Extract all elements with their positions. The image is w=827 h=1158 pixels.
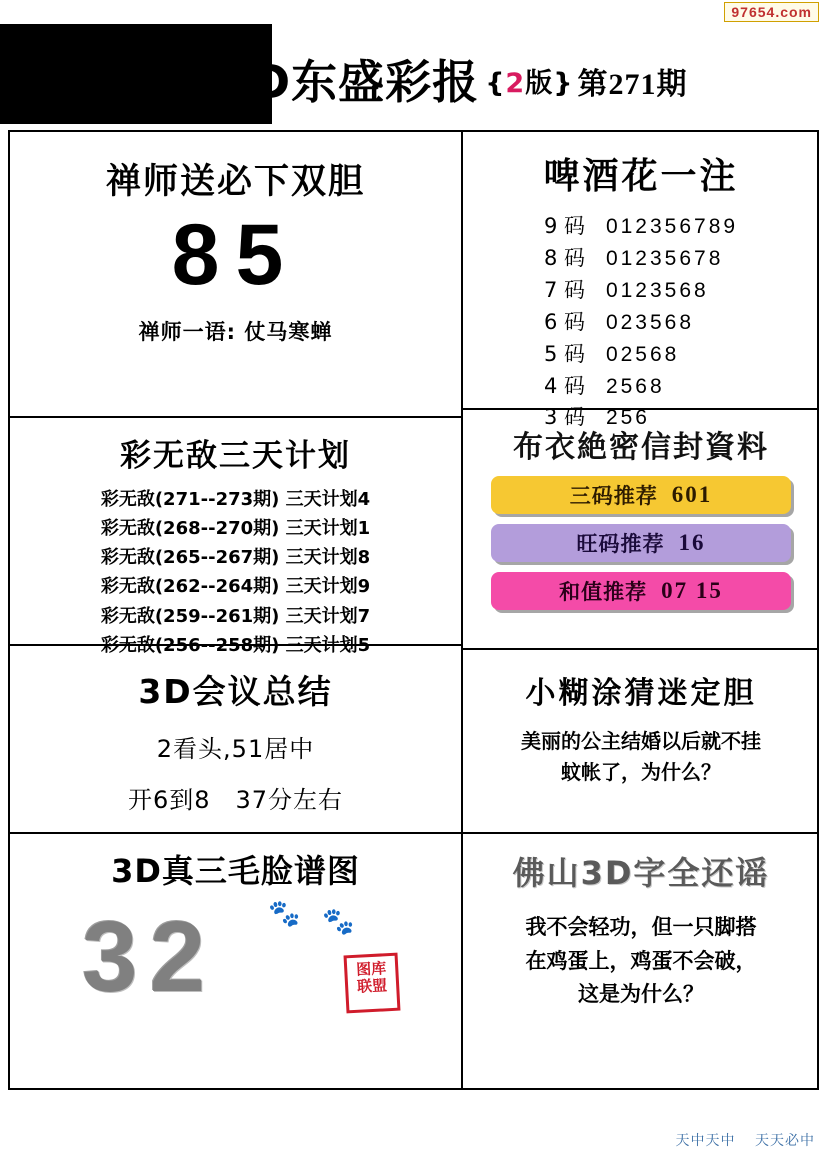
envelope-title: 布衣絶密信封資料 — [513, 430, 769, 465]
recommend-bar-sum-value — [491, 572, 791, 610]
paw-icon: 🐾 — [268, 898, 301, 928]
riddle-title: 小糊涂猜迷定胆 — [525, 676, 757, 711]
beer-row-value: 023568 — [605, 310, 695, 334]
bar-label: 三码推荐 — [569, 483, 658, 508]
footer-text-right: 天天必中 — [755, 1133, 815, 1149]
beer-row — [544, 371, 738, 403]
issue-number: 第271期 — [577, 68, 688, 101]
bar-label: 和值推荐 — [559, 579, 648, 604]
edition-badge — [485, 68, 573, 99]
recommend-bar-three-code — [491, 476, 791, 514]
face-chart-digits: 32 — [82, 901, 218, 1013]
zen-numbers: 85 — [171, 207, 300, 303]
panel-foshan-rhyme — [463, 834, 819, 1088]
beer-row-value: 02568 — [605, 342, 680, 366]
edition-number: 2 — [505, 68, 526, 99]
site-watermark: 97654.com — [724, 2, 819, 22]
panel-three-day-plan — [10, 418, 461, 656]
plan-row: 彩无敌(259--261期) 三天计划7 — [100, 605, 371, 627]
plan-row: 彩无敌(265--267期) 三天计划8 — [100, 547, 371, 569]
header-black-block — [0, 24, 272, 124]
beer-row-key: 8 码 — [543, 245, 585, 270]
foshan-line-1: 我不会轻功，但一只脚搭 — [525, 914, 757, 939]
face-chart-art — [10, 892, 461, 1042]
beer-row-key: 4 码 — [543, 373, 585, 398]
beer-row — [544, 307, 738, 339]
plan-row: 彩无敌(256--258期) 三天计划5 — [100, 634, 371, 656]
foshan-body — [463, 910, 819, 1011]
panel-face-chart — [10, 834, 461, 1088]
beer-row-value: 256 — [605, 406, 650, 430]
plan-row: 彩无敌(268--270期) 三天计划1 — [100, 518, 371, 540]
panel-beer-flower — [463, 132, 819, 430]
foshan-title: 佛山3D字全还谣 — [512, 854, 770, 892]
meeting-line-2: 开6到8 37分左右 — [127, 786, 344, 814]
panel-envelope-data — [463, 410, 819, 648]
panel-meeting-summary — [10, 646, 461, 832]
plan-row: 彩无敌(262--264期) 三天计划9 — [100, 576, 371, 598]
beer-row-key: 3 码 — [543, 405, 585, 430]
riddle-body — [463, 726, 819, 788]
edition-suffix: 版} — [525, 68, 574, 99]
page-header — [0, 24, 827, 124]
plan-list — [10, 485, 461, 660]
beer-title: 啤酒花一注 — [543, 156, 739, 197]
edition-prefix: { — [485, 68, 506, 99]
bar-value: 07 15 — [661, 578, 723, 603]
seal-stamp: 图库联盟 — [344, 953, 401, 1014]
zen-title: 禅师送必下双胆 — [105, 162, 365, 202]
bar-label: 旺码推荐 — [576, 531, 665, 556]
recommend-bar-hot-code — [491, 524, 791, 562]
meeting-title: 3D会议总结 — [138, 672, 333, 711]
plan-title: 彩无敌三天计划 — [120, 438, 351, 474]
plan-row: 彩无敌(271--273期) 三天计划4 — [100, 489, 371, 510]
beer-row-value: 0123568 — [605, 278, 709, 302]
beer-row — [544, 339, 738, 371]
beer-row-key: 9 码 — [543, 214, 585, 238]
beer-row-key: 7 码 — [543, 277, 585, 302]
bar-value: 601 — [671, 482, 713, 507]
beer-list — [544, 211, 738, 434]
header-title-row — [252, 46, 687, 112]
beer-row — [544, 243, 738, 275]
riddle-line-1: 美丽的公主结婚以后就不挂 — [521, 729, 761, 753]
panel-zen-master — [10, 132, 461, 416]
meeting-line-1: 2看头,51居中 — [156, 735, 315, 763]
zen-subtitle: 禅师一语: 仗马寒蝉 — [138, 320, 333, 344]
panel-riddle — [463, 650, 819, 832]
poster-grid — [8, 130, 819, 1090]
foshan-line-3: 这是为什么？ — [578, 981, 704, 1007]
bar-value: 16 — [678, 530, 706, 555]
riddle-line-2: 蚊帐了，为什么？ — [561, 760, 721, 784]
page-title: D东盛彩报 — [252, 55, 480, 109]
beer-row-value: 01235678 — [605, 246, 724, 270]
foshan-line-2: 在鸡蛋上，鸡蛋不会破， — [525, 947, 757, 973]
paw-icon: 🐾 — [322, 906, 355, 936]
beer-row-value: 012356789 — [605, 215, 739, 238]
page-footer — [662, 1130, 815, 1150]
face-chart-title: 3D真三毛脸谱图 — [111, 852, 360, 890]
beer-row-key: 6 码 — [543, 309, 585, 334]
beer-row-value: 2568 — [605, 374, 665, 398]
beer-row — [544, 275, 738, 307]
beer-row — [544, 211, 738, 243]
beer-row-key: 5 码 — [543, 341, 585, 366]
footer-text-left: 天中天中 — [675, 1133, 736, 1149]
